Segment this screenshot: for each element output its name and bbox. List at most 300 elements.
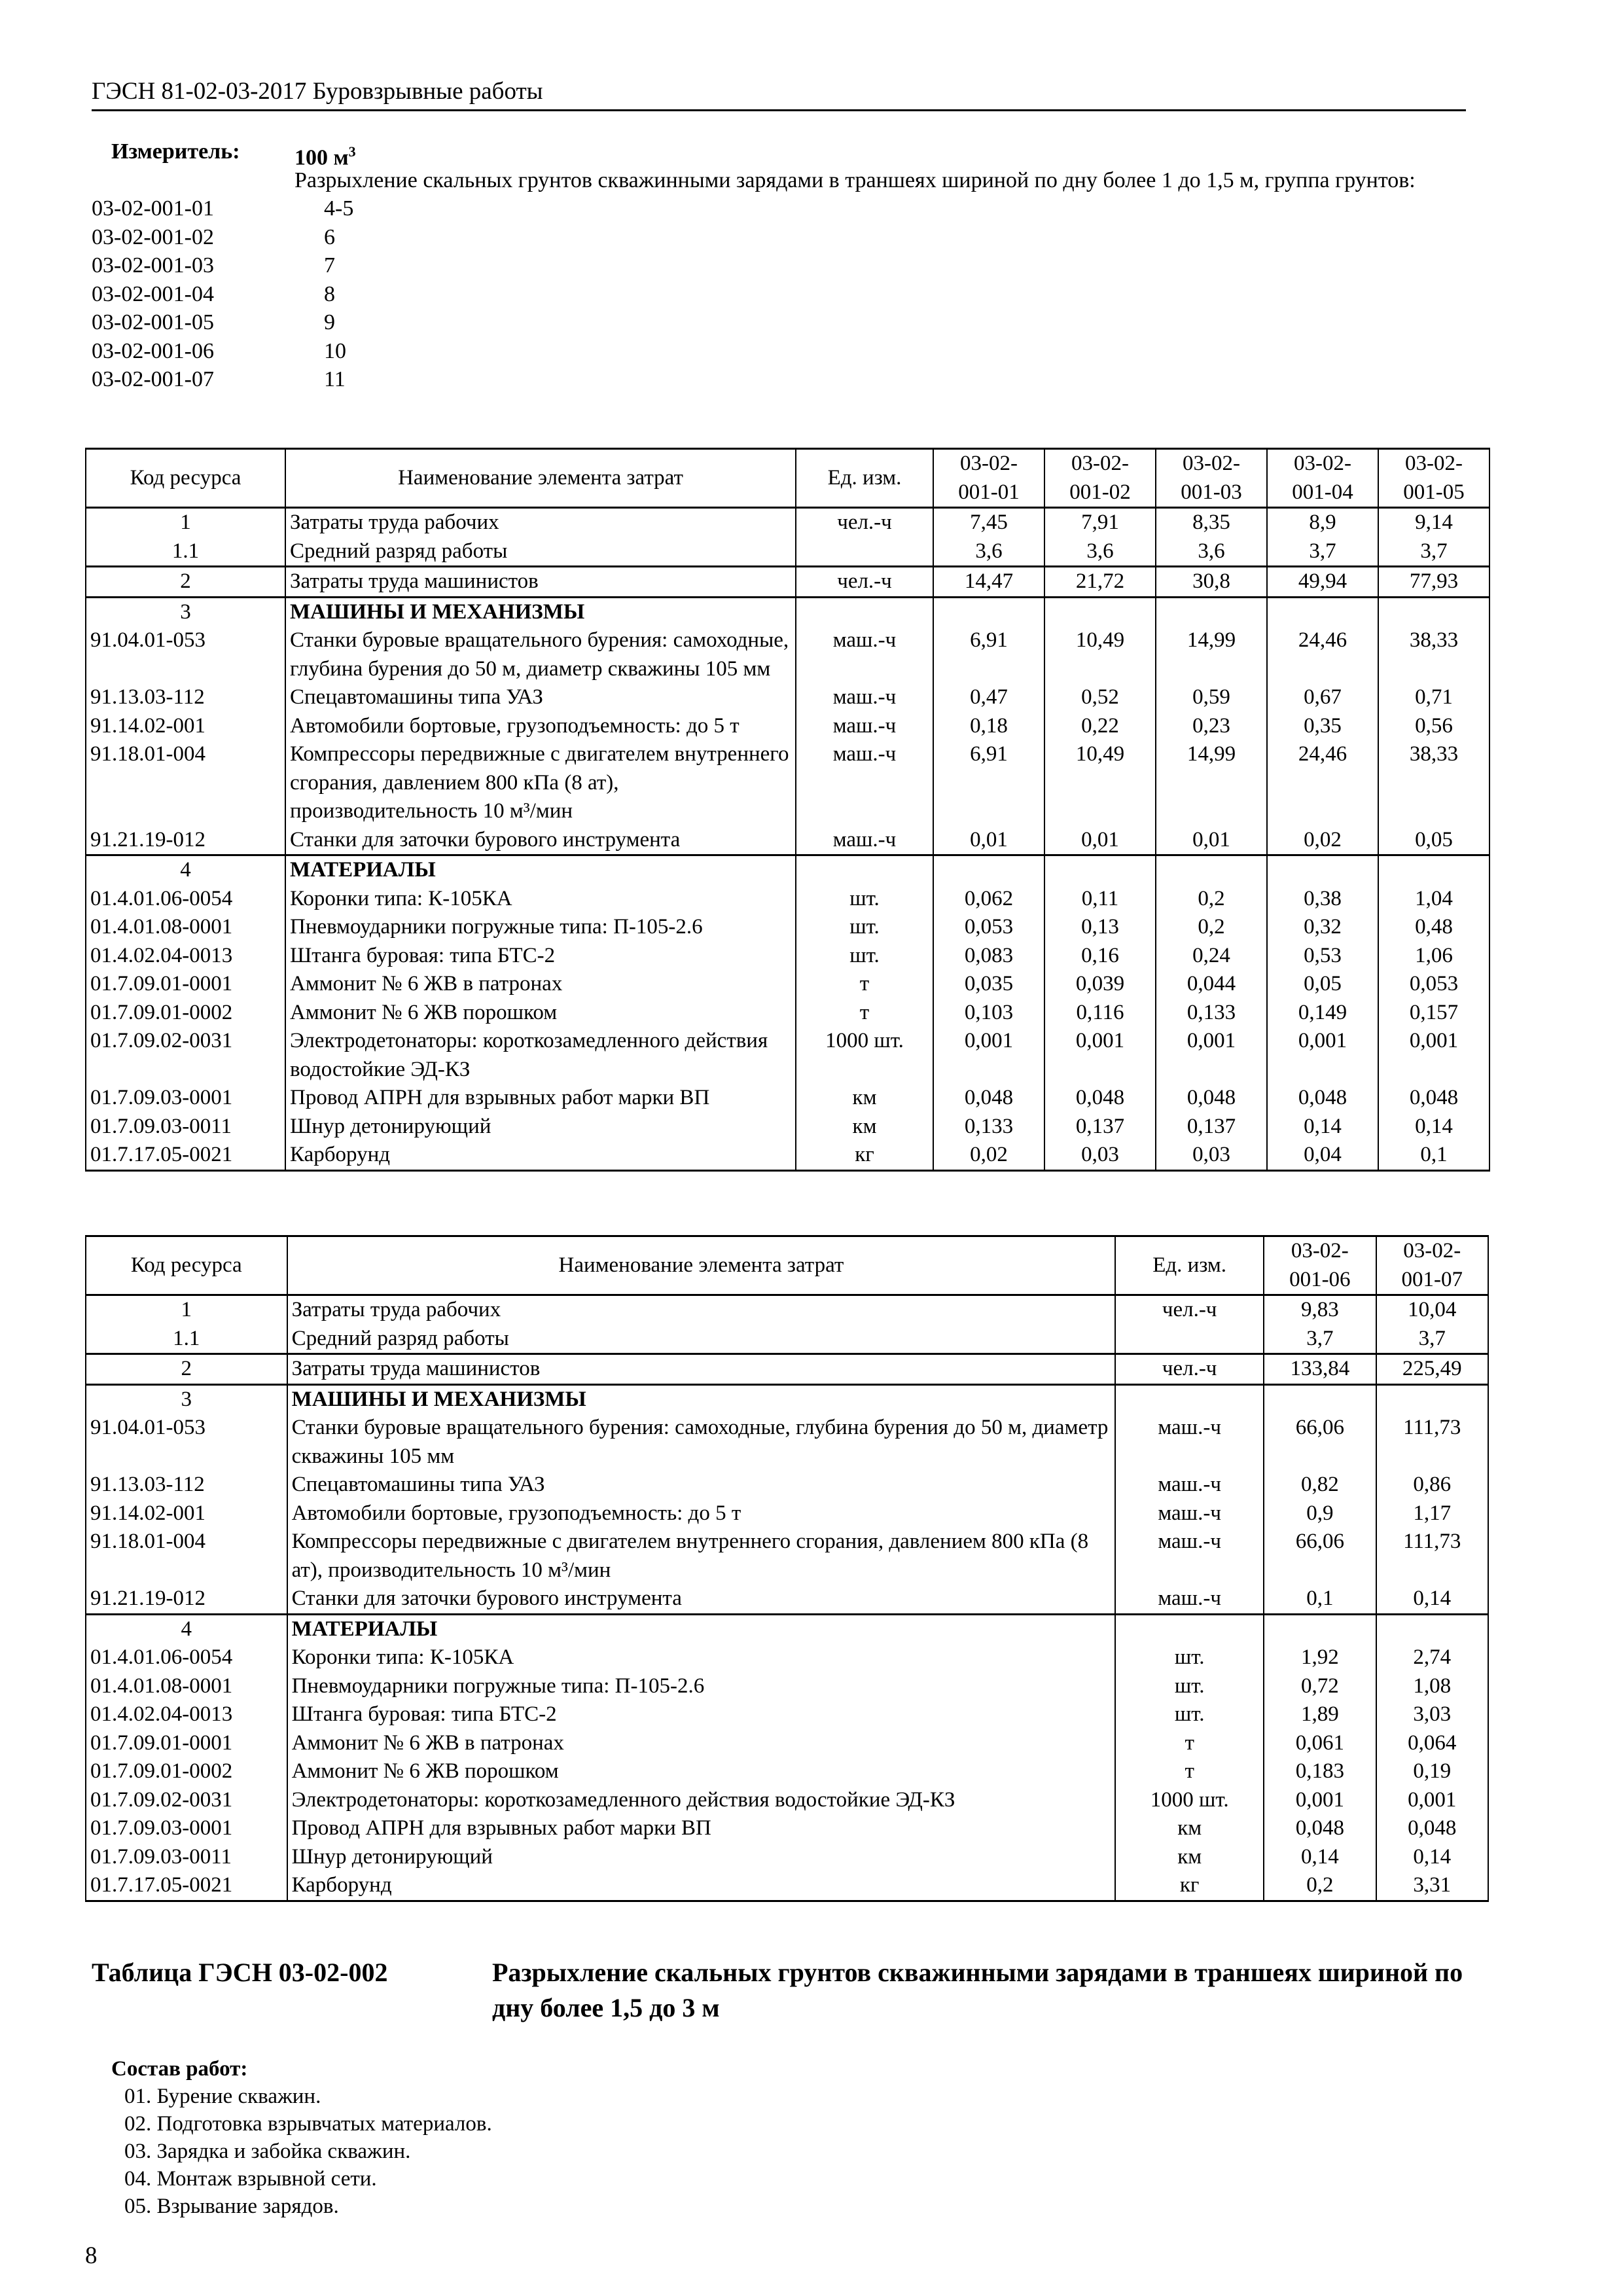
table-row (86, 1414, 1488, 1471)
header-line: 001-04 (1292, 480, 1353, 504)
resource-value: 0,52 (1044, 683, 1156, 712)
resource-name: Шнур детонирующий (285, 1113, 796, 1141)
table-row (86, 1786, 1488, 1815)
resource-name: Коронки типа: К-105КА (287, 1643, 1116, 1672)
header-line: 001-01 (958, 480, 1020, 504)
resource-name: Станки для заточки бурового инструмента (285, 826, 796, 855)
resource-unit: км (796, 1084, 933, 1113)
resource-code: 01.7.09.02-0031 (86, 1027, 285, 1084)
resource-name: Затраты труда машинистов (285, 567, 796, 598)
table-row (86, 1384, 1488, 1414)
resource-code: 01.7.17.05-0021 (86, 1871, 287, 1901)
resource-name: Электродетонаторы: короткозамедленного действия водостойкие ЭД-КЗ (287, 1786, 1116, 1815)
resource-name: Провод АПРН для взрывных работ марки ВП (285, 1084, 796, 1113)
resource-name: Карборунд (285, 1141, 796, 1170)
resource-name: Компрессоры передвижные с двигателем внутреннего сгорания, давлением 800 кПа (8 ат), производительность 10 м³/мин (287, 1528, 1116, 1585)
header-cell: Наименование элемента затрат (287, 1236, 1116, 1295)
resource-value: 2,74 (1376, 1643, 1488, 1672)
resource-value: 0,048 (1264, 1814, 1376, 1843)
resource-code: 91.14.02-001 (86, 712, 285, 741)
resource-unit: т (796, 999, 933, 1028)
measure-item (92, 194, 1466, 223)
resource-code: 2 (86, 567, 285, 598)
resource-value: 0,157 (1378, 999, 1489, 1028)
resource-unit: маш.-ч (796, 826, 933, 855)
resource-code: 01.4.02.04-0013 (86, 942, 285, 971)
resource-value: 38,33 (1378, 626, 1489, 683)
resource-value: 0,35 (1267, 712, 1378, 741)
resource-value: 0,048 (1156, 1084, 1267, 1113)
resource-value: 77,93 (1378, 567, 1489, 598)
resource-name: Аммонит № 6 ЖВ порошком (287, 1757, 1116, 1786)
table-row (86, 1700, 1488, 1729)
resource-unit: кг (1115, 1871, 1264, 1901)
table-row (86, 1141, 1489, 1170)
resource-name: Аммонит № 6 ЖВ в патронах (287, 1729, 1116, 1758)
header-line: 001-05 (1403, 480, 1465, 504)
header-line: 001-02 (1069, 480, 1131, 504)
resource-code: 4 (86, 1614, 287, 1643)
measure-item-group: 4-5 (324, 196, 354, 221)
resource-unit: чел.-ч (1115, 1295, 1264, 1325)
resource-value: 0,001 (1378, 1027, 1489, 1084)
resource-value: 7,91 (1044, 508, 1156, 537)
resource-code: 01.4.01.06-0054 (86, 1643, 287, 1672)
resource-value: 0,083 (933, 942, 1044, 971)
resource-unit (1115, 1325, 1264, 1354)
header-cell: Наименование элемента затрат (285, 449, 796, 508)
works-item: 05. Взрывание зарядов. (124, 2195, 339, 2218)
table-row (86, 1354, 1488, 1385)
works-item: 02. Подготовка взрывчатых материалов. (124, 2112, 492, 2136)
resource-value (1044, 597, 1156, 626)
resource-value: 6,91 (933, 626, 1044, 683)
resource-code: 91.21.19-012 (86, 1585, 287, 1614)
measure-item-group: 6 (324, 224, 335, 249)
resource-unit: кг (796, 1141, 933, 1170)
table-row (86, 1729, 1488, 1758)
measure-item-group: 11 (324, 367, 346, 391)
resource-value (1376, 1614, 1488, 1643)
resource-value: 0,001 (933, 1027, 1044, 1084)
resource-value: 0,137 (1044, 1113, 1156, 1141)
resource-code: 01.4.02.04-0013 (86, 1700, 287, 1729)
resource-name: Провод АПРН для взрывных работ марки ВП (287, 1814, 1116, 1843)
table-row (86, 1843, 1488, 1872)
measure-item-code: 03-02-001-02 (92, 224, 214, 249)
measure-item-code: 03-02-001-04 (92, 281, 214, 306)
resource-code: 1.1 (86, 537, 285, 567)
resource-unit (796, 597, 933, 626)
resource-value: 0,001 (1044, 1027, 1156, 1084)
resource-value (933, 597, 1044, 626)
resource-value: 0,03 (1156, 1141, 1267, 1170)
resource-code: 01.7.09.03-0001 (86, 1084, 285, 1113)
resource-unit (796, 537, 933, 567)
resource-value: 0,14 (1267, 1113, 1378, 1141)
resource-value: 0,67 (1267, 683, 1378, 712)
resource-value: 0,86 (1376, 1471, 1488, 1499)
resource-name: Электродетонаторы: короткозамедленного действия водостойкие ЭД-КЗ (285, 1027, 796, 1084)
resource-code: 01.7.17.05-0021 (86, 1141, 285, 1170)
resource-value: 49,94 (1267, 567, 1378, 598)
resource-value: 0,149 (1267, 999, 1378, 1028)
resource-name: Затраты труда машинистов (287, 1354, 1116, 1385)
resource-name: Коронки типа: К-105КА (285, 885, 796, 914)
measure-item (92, 365, 1466, 394)
resource-name: Станки буровые вращательного бурения: самоходные, глубина бурения до 50 м, диаметр скважины 105 мм (285, 626, 796, 683)
resource-value: 7,45 (933, 508, 1044, 537)
resource-code: 91.13.03-112 (86, 1471, 287, 1499)
measure-item-code: 03-02-001-05 (92, 310, 214, 334)
resource-unit: чел.-ч (1115, 1354, 1264, 1385)
table-row (86, 567, 1489, 598)
table-heading-text: Разрыхление скальных грунтов скважинными зарядами в траншеях шириной по дну более 1,5 до 3 м (492, 1958, 1463, 2022)
measure-item (92, 280, 1466, 309)
resource-value: 0,001 (1267, 1027, 1378, 1084)
resource-code: 1.1 (86, 1325, 287, 1354)
resource-unit: км (1115, 1843, 1264, 1872)
table-row (86, 1471, 1488, 1499)
resource-value: 0,01 (933, 826, 1044, 855)
resource-value: 0,82 (1264, 1471, 1376, 1499)
resource-value: 0,01 (1156, 826, 1267, 855)
resource-value: 1,06 (1378, 942, 1489, 971)
resource-value: 3,7 (1264, 1325, 1376, 1354)
resource-name: Аммонит № 6 ЖВ порошком (285, 999, 796, 1028)
table-row (86, 942, 1489, 971)
resource-value: 0,72 (1264, 1672, 1376, 1701)
resource-name: Автомобили бортовые, грузоподъемность: до 5 т (287, 1499, 1116, 1528)
resource-value: 0,061 (1264, 1729, 1376, 1758)
header-cell: Код ресурса (86, 1236, 287, 1295)
table-row (86, 1084, 1489, 1113)
table-row (86, 683, 1489, 712)
resource-value: 0,18 (933, 712, 1044, 741)
resource-name: МАШИНЫ И МЕХАНИЗМЫ (287, 1384, 1116, 1414)
resource-code: 01.7.09.01-0002 (86, 1757, 287, 1786)
measure-items (92, 194, 1466, 394)
resource-value: 0,04 (1267, 1141, 1378, 1170)
resource-value: 225,49 (1376, 1354, 1488, 1385)
resource-value: 0,048 (1378, 1084, 1489, 1113)
resource-value: 0,53 (1267, 942, 1378, 971)
header-line: 03-02- (1183, 452, 1240, 475)
resource-value: 0,59 (1156, 683, 1267, 712)
header-cell-code (1044, 449, 1156, 508)
resource-code: 3 (86, 597, 285, 626)
resource-unit: шт. (1115, 1700, 1264, 1729)
resource-value: 3,6 (933, 537, 1044, 567)
resource-code: 91.04.01-053 (86, 626, 285, 683)
resource-value: 0,133 (933, 1113, 1044, 1141)
resource-unit: шт. (796, 885, 933, 914)
resource-name: Средний разряд работы (287, 1325, 1116, 1354)
resource-value: 0,044 (1156, 970, 1267, 999)
works-item: 03. Зарядка и забойка скважин. (124, 2140, 411, 2163)
resource-value: 0,1 (1378, 1141, 1489, 1170)
resource-value: 0,048 (1267, 1084, 1378, 1113)
resource-value: 0,02 (1267, 826, 1378, 855)
resource-value: 0,05 (1267, 970, 1378, 999)
resource-value: 0,116 (1044, 999, 1156, 1028)
measure-item-group: 9 (324, 310, 335, 334)
resource-value: 0,22 (1044, 712, 1156, 741)
resource-value: 10,49 (1044, 626, 1156, 683)
resource-name: МАТЕРИАЛЫ (287, 1614, 1116, 1643)
resource-value: 3,7 (1376, 1325, 1488, 1354)
table-row (86, 1113, 1489, 1141)
table-row (86, 885, 1489, 914)
resource-code: 01.7.09.03-0011 (86, 1113, 285, 1141)
resource-value: 0,05 (1378, 826, 1489, 855)
resource-unit: км (1115, 1814, 1264, 1843)
resource-value: 0,1 (1264, 1585, 1376, 1614)
header-line: 001-06 (1289, 1267, 1351, 1291)
resource-code: 01.4.01.08-0001 (86, 913, 285, 942)
resource-unit: маш.-ч (1115, 1499, 1264, 1528)
resource-unit: шт. (796, 913, 933, 942)
header-rule (92, 109, 1466, 111)
resource-value (1378, 855, 1489, 885)
header-cell: Ед. изм. (796, 449, 933, 508)
table-row (86, 597, 1489, 626)
table-row (86, 740, 1489, 826)
measure-item-code: 03-02-001-01 (92, 196, 214, 221)
resource-value: 0,048 (1376, 1814, 1488, 1843)
resource-value (1267, 855, 1378, 885)
resource-value: 111,73 (1376, 1414, 1488, 1471)
table-row (86, 1871, 1488, 1901)
resource-name: Аммонит № 6 ЖВ в патронах (285, 970, 796, 999)
resource-code: 91.18.01-004 (86, 740, 285, 826)
measure-item (92, 337, 1466, 366)
table-row (86, 712, 1489, 741)
page-number: 8 (85, 2242, 98, 2269)
header-cell: Код ресурса (86, 449, 285, 508)
resource-unit: маш.-ч (1115, 1585, 1264, 1614)
resource-unit: маш.-ч (796, 626, 933, 683)
resource-table-1 (85, 448, 1490, 1172)
resource-value: 0,38 (1267, 885, 1378, 914)
resource-code: 3 (86, 1384, 287, 1414)
table-row (86, 913, 1489, 942)
resource-value: 0,183 (1264, 1757, 1376, 1786)
resource-code: 91.14.02-001 (86, 1499, 287, 1528)
header-line: 03-02- (960, 452, 1018, 475)
resource-name: Штанга буровая: типа БТС-2 (285, 942, 796, 971)
header-cell-code (1156, 449, 1267, 508)
resource-value: 0,24 (1156, 942, 1267, 971)
resource-code: 01.4.01.08-0001 (86, 1672, 287, 1701)
resource-value: 0,001 (1156, 1027, 1267, 1084)
table-row (86, 508, 1489, 537)
resource-value: 0,13 (1044, 913, 1156, 942)
resource-unit: шт. (1115, 1672, 1264, 1701)
resource-value (1264, 1614, 1376, 1643)
resource-value (933, 855, 1044, 885)
resource-name: МАШИНЫ И МЕХАНИЗМЫ (285, 597, 796, 626)
resource-code: 01.7.09.01-0001 (86, 1729, 287, 1758)
resource-unit: т (796, 970, 933, 999)
resource-value: 0,23 (1156, 712, 1267, 741)
table-row (86, 970, 1489, 999)
resource-value: 3,7 (1378, 537, 1489, 567)
resource-value: 0,47 (933, 683, 1044, 712)
resource-code: 01.7.09.03-0011 (86, 1843, 287, 1872)
resource-value: 111,73 (1376, 1528, 1488, 1585)
header-cell-code (1264, 1236, 1376, 1295)
measure-item (92, 308, 1466, 337)
resource-value: 0,32 (1267, 913, 1378, 942)
resource-value: 1,92 (1264, 1643, 1376, 1672)
resource-value: 0,133 (1156, 999, 1267, 1028)
resource-unit: чел.-ч (796, 508, 933, 537)
resource-unit: т (1115, 1729, 1264, 1758)
resource-name: Станки для заточки бурового инструмента (287, 1585, 1116, 1614)
measure-item-group: 10 (324, 338, 346, 363)
header-line: 001-07 (1401, 1267, 1463, 1291)
table-row (86, 1027, 1489, 1084)
resource-value: 0,16 (1044, 942, 1156, 971)
resource-value: 0,048 (933, 1084, 1044, 1113)
works-heading: Состав работ: (111, 2057, 248, 2081)
resource-value: 3,7 (1267, 537, 1378, 567)
resource-name: Затраты труда рабочих (285, 508, 796, 537)
resource-code: 01.7.09.02-0031 (86, 1786, 287, 1815)
works-item: 04. Монтаж взрывной сети. (124, 2167, 377, 2191)
resource-unit: 1000 шт. (796, 1027, 933, 1084)
resource-code: 91.13.03-112 (86, 683, 285, 712)
resource-unit: маш.-ч (1115, 1471, 1264, 1499)
measure-label: Измеритель: (111, 139, 240, 164)
resource-value (1376, 1384, 1488, 1414)
resource-value: 24,46 (1267, 626, 1378, 683)
header-cell: Ед. изм. (1115, 1236, 1264, 1295)
resource-value: 0,039 (1044, 970, 1156, 999)
measure-item-code: 03-02-001-06 (92, 338, 214, 363)
resource-unit: т (1115, 1757, 1264, 1786)
works-item: 01. Бурение скважин. (124, 2085, 321, 2108)
resource-value: 0,053 (1378, 970, 1489, 999)
measure-value: 100 $м^3$ (294, 143, 356, 170)
resource-unit (796, 855, 933, 885)
measure-item (92, 223, 1466, 252)
resource-value: 0,053 (933, 913, 1044, 942)
header-line: 001-03 (1181, 480, 1242, 504)
resource-value: 0,14 (1264, 1843, 1376, 1872)
resource-value: 10,49 (1044, 740, 1156, 826)
resource-value: 3,03 (1376, 1700, 1488, 1729)
resource-unit: маш.-ч (796, 683, 933, 712)
resource-unit: шт. (1115, 1643, 1264, 1672)
resource-value: 1,08 (1376, 1672, 1488, 1701)
header-cell-code (1267, 449, 1378, 508)
resource-value: 30,8 (1156, 567, 1267, 598)
resource-value: 10,04 (1376, 1295, 1488, 1325)
resource-value: 9,83 (1264, 1295, 1376, 1325)
resource-code: 1 (86, 508, 285, 537)
resource-value: 0,103 (933, 999, 1044, 1028)
resource-value: 1,17 (1376, 1499, 1488, 1528)
resource-name: Карборунд (287, 1871, 1116, 1901)
resource-value: 0,2 (1156, 885, 1267, 914)
resource-value: 3,6 (1156, 537, 1267, 567)
header-cell-code (1378, 449, 1489, 508)
resource-value: 9,14 (1378, 508, 1489, 537)
resource-value: 0,2 (1264, 1871, 1376, 1901)
table-row (86, 1614, 1488, 1643)
resource-code: 01.7.09.01-0001 (86, 970, 285, 999)
resource-value: 0,19 (1376, 1757, 1488, 1786)
resource-value: 0,14 (1376, 1843, 1488, 1872)
resource-name: Шнур детонирующий (287, 1843, 1116, 1872)
resource-value: 0,14 (1376, 1585, 1488, 1614)
resource-unit: маш.-ч (1115, 1414, 1264, 1471)
resource-code: 4 (86, 855, 285, 885)
resource-code: 01.4.01.06-0054 (86, 885, 285, 914)
resource-name: Спецавтомашины типа УАЗ (285, 683, 796, 712)
resource-name: Пневмоударники погружные типа: П-105-2.6 (287, 1672, 1116, 1701)
resource-name: Компрессоры передвижные с двигателем внутреннего сгорания, давлением 800 кПа (8 ат), производительность 10 м³/мин (285, 740, 796, 826)
resource-value: 0,048 (1044, 1084, 1156, 1113)
resource-value (1378, 597, 1489, 626)
resource-unit: маш.-ч (796, 712, 933, 741)
resource-value: 0,71 (1378, 683, 1489, 712)
table-row (86, 626, 1489, 683)
resource-value: 3,6 (1044, 537, 1156, 567)
resource-name: Штанга буровая: типа БТС-2 (287, 1700, 1116, 1729)
resource-code: 91.21.19-012 (86, 826, 285, 855)
resource-value: 0,2 (1156, 913, 1267, 942)
table-header-row (86, 449, 1489, 508)
header-line: 03-02- (1405, 452, 1463, 475)
resource-value: 0,001 (1264, 1786, 1376, 1815)
measure-item (92, 251, 1466, 280)
resource-value: 24,46 (1267, 740, 1378, 826)
resource-value: 3,31 (1376, 1871, 1488, 1901)
resource-value: 38,33 (1378, 740, 1489, 826)
resource-value: 8,35 (1156, 508, 1267, 537)
resource-unit: маш.-ч (1115, 1528, 1264, 1585)
table-row (86, 1643, 1488, 1672)
header-cell-code (1376, 1236, 1488, 1295)
resource-name: МАТЕРИАЛЫ (285, 855, 796, 885)
table-row (86, 1672, 1488, 1701)
resource-value (1264, 1384, 1376, 1414)
table-row (86, 999, 1489, 1028)
resource-value: 1,89 (1264, 1700, 1376, 1729)
resource-value: 0,48 (1378, 913, 1489, 942)
resource-code: 91.04.01-053 (86, 1414, 287, 1471)
resource-value: 14,47 (933, 567, 1044, 598)
measure-description: Разрыхление скальных грунтов скважинными зарядами в траншеях шириной по дну более 1 до 1,5 м, группа грунтов: (294, 168, 1416, 192)
resource-value: 0,9 (1264, 1499, 1376, 1528)
table-header-row (86, 1236, 1488, 1295)
table-row (86, 537, 1489, 567)
table-row (86, 1295, 1488, 1325)
resource-name: Средний разряд работы (285, 537, 796, 567)
measure-item-code: 03-02-001-03 (92, 253, 214, 278)
resource-value (1156, 597, 1267, 626)
measure-item-group: 8 (324, 281, 335, 306)
resource-unit: км (796, 1113, 933, 1141)
header-line: 03-02- (1294, 452, 1351, 475)
resource-unit (1115, 1614, 1264, 1643)
resource-name: Затраты труда рабочих (287, 1295, 1116, 1325)
table-row (86, 1757, 1488, 1786)
resource-name: Спецавтомашины типа УАЗ (287, 1471, 1116, 1499)
